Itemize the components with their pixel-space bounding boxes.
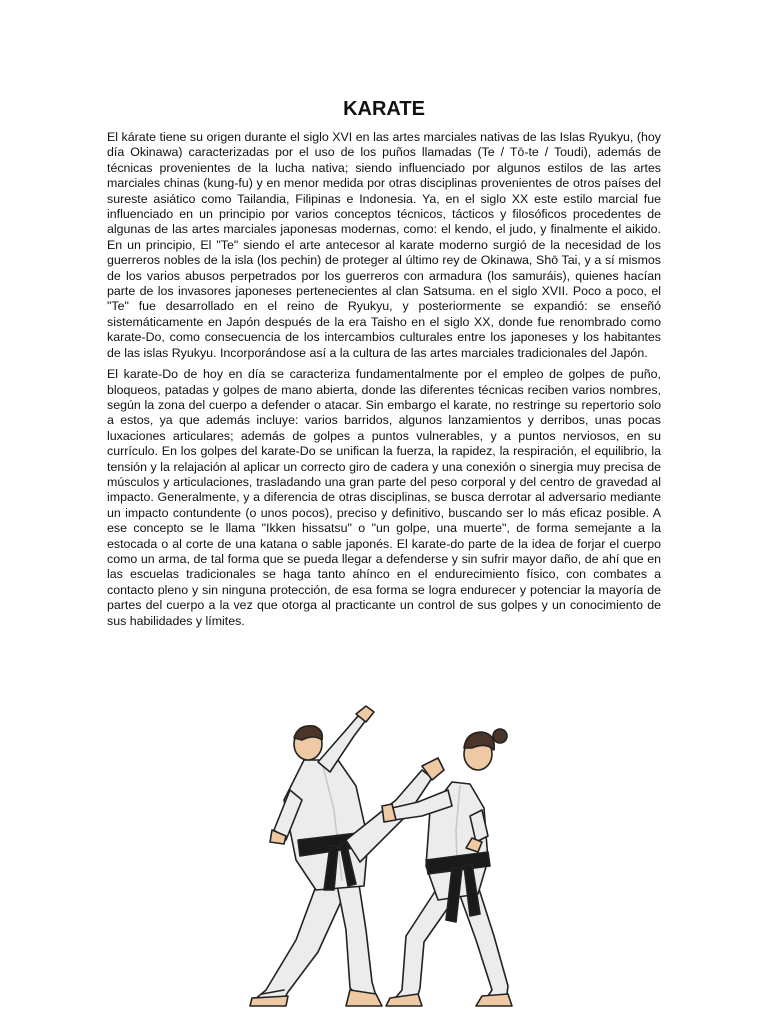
paragraph-technique: El karate-Do de hoy en día se caracteriza fundamentalmente por el empleo de golpes de puño, bloqueos, patadas y golpes de mano abierta, donde las diferentes técnicas reciben varios nombres, según la zona del cuerpo a defender o atacar. Sin embargo el karate, no restringe su repertorio solo a estos, ya que además incluye: varios barridos, algunos lanzamientos y derribos, unas pocas luxaciones articulares; además de golpes a puntos vulnerables, y a puntos nerviosos, en su currículo. En los golpes del karate-Do se unifican la fuerza, la rapidez, la respiración, el equilibrio, la tensión y la relajación al aplicar un correcto giro de cadera y una conexión o sinergia muy precisa de músculos y articulaciones, trasladando una gran parte del peso corporal y del centro de gravedad al impacto. Generalmente, y a diferencia de otras disciplinas, se busca derrotar al adversario mediante un impacto contundente (o unos pocos), preciso y definitivo, buscando ser lo más eficaz posible. A ese concepto se le llama "Ikken hissatsu" o "un golpe, una muerte", de forma semejante a la estocada o al corte de una katana o sable japonés. El karate-do parte de la idea de forjar el cuerpo como un arma, de tal forma que se pueda llegar a defenderse y sin sufrir mayor daño, de ahí que en las escuelas tradicionales se haga tanto ahínco en el endurecimiento físico, con combates a contacto pleno y sin ninguna protección, de esa forma se logra endurecer y potenciar la mayoría de partes del cuerpo a la vez que otorga al practicante un control de sus golpes y un conocimiento de sus habilidades y límites. — [107, 367, 661, 628]
karate-illustration-svg — [226, 690, 546, 1010]
page-title: KARATE — [343, 98, 425, 120]
karate-fighters-illustration — [226, 690, 546, 1010]
paragraph-origin: El kárate tiene su origen durante el siglo XVI en las artes marciales nativas de las Islas Ryukyu, (hoy día Okinawa) caracterizadas por el uso de los puños llamadas (Te / Tō-te / Toudi), además de técnicas provenientes de la lucha nativa; siendo influenciado por algunos estilos de las artes marciales chinas (kung-fu) y en menor medida por otras disciplinas provenientes de otros países del sureste asiático como Tailandia, Filipinas e Indonesia. Ya, en el siglo XX este estilo marcial fue influenciado en un principio por varios conceptos técnicos, tácticos y filosóficos procedentes de algunas de las artes marciales japonesas modernas, como: el kendo, el judo, y finalmente el aikido. En un principio, El "Te" siendo el arte antecesor al karate moderno surgió de la necesidad de los guerreros nobles de la isla (los pechin) de proteger al último rey de Okinawa, Shō Tai, y a sí mismos de los varios abusos perpetrados por los guerreros con armadura (los samuráis), quienes hacían parte de los invasores japoneses pertenecientes al clan Satsuma. en el siglo XVII. Poco a poco, el "Te" fue desarrollado en el reino de Ryukyu, y posteriormente se expandió: se enseñó sistemáticamente en Japón después de la era Taisho en el siglo XX, donde fue renombrado como karate-Do, como consecuencia de los intercambios culturales entre los japoneses y los habitantes de las islas Ryukyu. Incorporándose así a la cultura de las artes marciales tradicionales del Japón. — [107, 130, 661, 360]
body-text — [107, 130, 661, 635]
